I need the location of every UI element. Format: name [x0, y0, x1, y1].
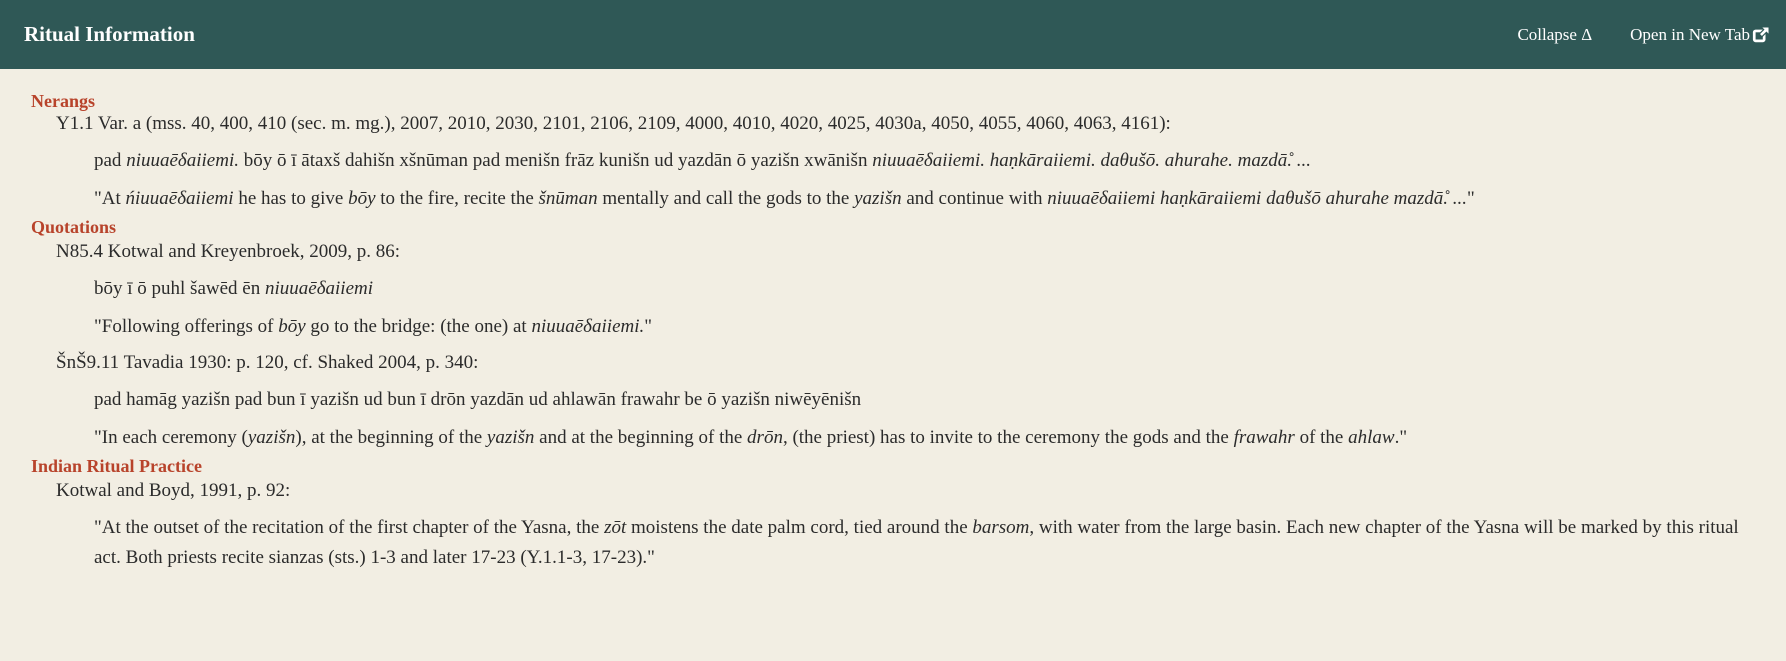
page-title: Ritual Information	[24, 22, 195, 46]
source-citation: Y1.1 Var. a (mss. 40, 400, 410 (sec. m. mg.), 2007, 2010, 2030, 2101, 2106, 2109, 4000, 4010, 4020, 4025, 4030a, 4050, 4055, 4060, 4063, 4161):	[56, 113, 1171, 134]
section-title-nerangs: Nerangs	[31, 91, 95, 111]
source-citation: Kotwal and Boyd, 1991, p. 92:	[56, 480, 291, 501]
section-title-indian-ritual-practice: Indian Ritual Practice	[31, 456, 202, 476]
text-transliteration: pad hamāg yazišn pad bun ī yazišn ud bun ī drōn yazdān ud ahlawān frawahr be ō yazišn niwēyēnišn	[94, 389, 862, 410]
text-translation: "In each ceremony (yazišn), at the beginning of the yazišn and at the beginning of the drōn, (the priest) has to invite to the ceremony the gods and the frawahr of the ahlaw."	[94, 427, 1408, 448]
ritual-content	[0, 69, 1786, 573]
open-in-new-tab-label: Open in New Tab	[1630, 24, 1750, 44]
header-bar	[0, 0, 1786, 69]
text-translation: "At ńiuuaēδaiiemi he has to give bōy to the fire, recite the šnūman mentally and call the gods to the yazišn and continue with niuuaēδaiiemi haṇkāraiiemi daθušō ahurahe mazdā̊. ..."	[94, 188, 1475, 209]
text-transliteration: pad niuuaēδaiiemi. bōy ō ī ātaxš dahišn xšnūman pad menišn frāz kunišn ud yazdān ō yazišn xwānišn niuuaēδaiiemi. haṇkāraiiemi. daθušō. ahurahe. mazdā̊. ...	[94, 150, 1311, 171]
header-actions	[1517, 25, 1770, 45]
text-transliteration: bōy ī ō puhl šawēd ēn niuuaēδaiiemi	[94, 278, 374, 299]
section-title-quotations: Quotations	[31, 217, 117, 237]
external-link-icon	[1752, 26, 1770, 44]
collapse-button[interactable]: Collapse Δ	[1517, 24, 1593, 44]
open-in-new-tab-link[interactable]	[1630, 25, 1770, 45]
source-citation: N85.4 Kotwal and Kreyenbroek, 2009, p. 86:	[56, 241, 401, 262]
text-translation: "At the outset of the recitation of the first chapter of the Yasna, the zōt moistens the date palm cord, tied around the barsom, with water from the large basin. Each new chapter of the Yasna will be marked by this ritual act. Both priests recite sianzas (sts.) 1-3 and later 17-23 (Y.1.1-3, 17-23)."	[94, 517, 1739, 568]
source-citation: ŠnŠ9.11 Tavadia 1930: p. 120, cf. Shaked 2004, p. 340:	[56, 352, 479, 373]
text-translation: "Following offerings of bōy go to the bridge: (the one) at niuuaēδaiiemi."	[94, 316, 653, 337]
